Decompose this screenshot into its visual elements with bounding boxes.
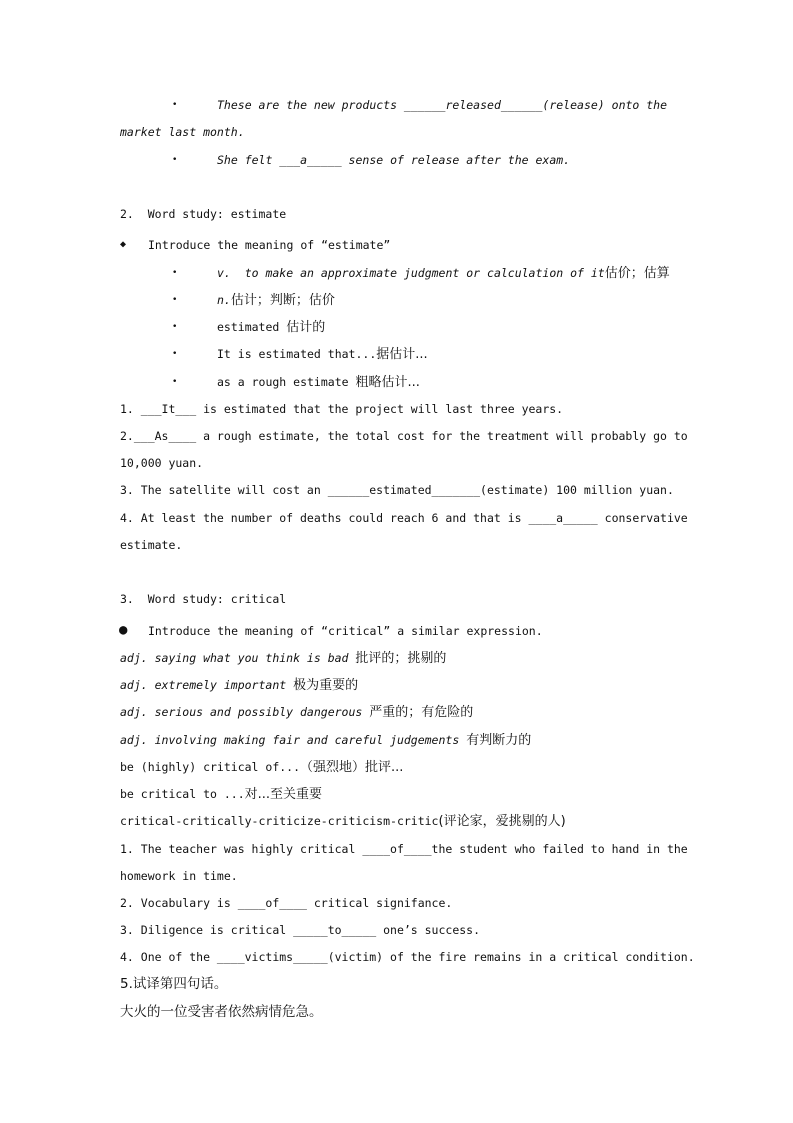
sentence-text: market last month. (120, 125, 245, 139)
meaning-item (217, 346, 428, 363)
exercise-text: 10,000 yuan. (120, 456, 204, 470)
meaning-en: as a rough estimate (217, 375, 356, 389)
exercise-text: estimate. (120, 538, 183, 552)
meaning-cn: 严重的；有危险的 (369, 705, 474, 720)
meaning-item (217, 319, 325, 336)
exercise-text: homework in time. (120, 869, 238, 883)
meaning-cn: 估计；判断；估价 (230, 293, 335, 308)
bullet-icon: • (172, 322, 178, 332)
meaning-cn: 据估计... (376, 347, 428, 362)
meaning-en: adj. involving making fair and careful judgements (120, 733, 467, 747)
meaning-item (217, 265, 670, 282)
section-heading: 3. Word study: critical (120, 592, 287, 606)
sentence-text: She felt ___a_____ sense of release after the exam. (217, 153, 571, 167)
meaning-en: n. (217, 293, 231, 307)
diamond-bullet-icon: ◆ (120, 239, 127, 250)
word-family (120, 813, 566, 830)
meaning-en: v. to make an approximate judgment or calculation of it (217, 266, 605, 280)
bullet-icon: • (172, 268, 178, 278)
exercise-text: 3. The satellite will cost an ______estimated_______(estimate) 100 million yuan. (120, 483, 674, 497)
meaning-en: adj. extremely important (120, 678, 294, 692)
translation-prompt: 5.试译第四句话。 (120, 976, 228, 992)
meaning-en: estimated (217, 320, 287, 334)
phrase-cn: （强烈地）批评... (300, 760, 404, 775)
round-bullet-icon: ● (119, 622, 128, 638)
meaning-cn: 估计的 (286, 320, 326, 335)
meaning-en: adj. saying what you think is bad (120, 651, 356, 665)
bullet-icon: • (172, 295, 178, 305)
meaning-en: adj. serious and possibly dangerous (120, 705, 370, 719)
exercise-text: 3. Diligence is critical _____to_____ one’s success. (120, 923, 481, 937)
phrase-item (120, 786, 322, 803)
exercise-text: 4. One of the ____victims_____(victim) of the fire remains in a critical condition. (120, 950, 695, 964)
translation-answer: 大火的一位受害者依然病情危急。 (120, 1004, 323, 1020)
exercise-text: 1. The teacher was highly critical ____of____the student who failed to hand in the (120, 842, 688, 856)
bullet-icon: • (172, 377, 178, 387)
meaning-item (120, 677, 358, 694)
bullet-icon: • (172, 100, 178, 110)
intro-text: Introduce the meaning of “estimate” (148, 238, 391, 252)
phrase-en: be (highly) critical of... (120, 760, 301, 774)
meaning-cn: 有判断力的 (466, 733, 532, 748)
sentence-text: These are the new products ______released______(release) onto the (217, 98, 668, 112)
intro-text: Introduce the meaning of “critical” a similar expression. (148, 624, 543, 638)
exercise-text: 2.___As____ a rough estimate, the total cost for the treatment will probably go to (120, 429, 688, 443)
section-heading: 2. Word study: estimate (120, 207, 287, 221)
meaning-item (217, 374, 420, 391)
meaning-item (120, 732, 531, 749)
bullet-icon: • (172, 349, 178, 359)
meaning-en: It is estimated that... (217, 347, 377, 361)
phrase-item (120, 759, 403, 776)
exercise-text: 1. ___It___ is estimated that the project will last three years. (120, 402, 564, 416)
phrase-cn: 对...至关重要 (244, 787, 323, 802)
bullet-icon: • (172, 155, 178, 165)
meaning-item (120, 650, 446, 667)
word-family-en: critical-critically-criticize-criticism-critic (120, 814, 439, 828)
phrase-en: be critical to ... (120, 787, 245, 801)
meaning-cn: 粗略估计... (355, 375, 420, 390)
meaning-item (217, 292, 335, 309)
word-family-cn: (评论家，爱挑剔的人) (438, 814, 566, 829)
exercise-text: 4. At least the number of deaths could reach 6 and that is ____a_____ conservative (120, 511, 688, 525)
exercise-text: 2. Vocabulary is ____of____ critical signifance. (120, 896, 453, 910)
meaning-cn: 批评的；挑剔的 (355, 651, 447, 666)
meaning-cn: 估价；估算 (604, 266, 670, 281)
meaning-item (120, 704, 473, 721)
meaning-cn: 极为重要的 (293, 678, 359, 693)
